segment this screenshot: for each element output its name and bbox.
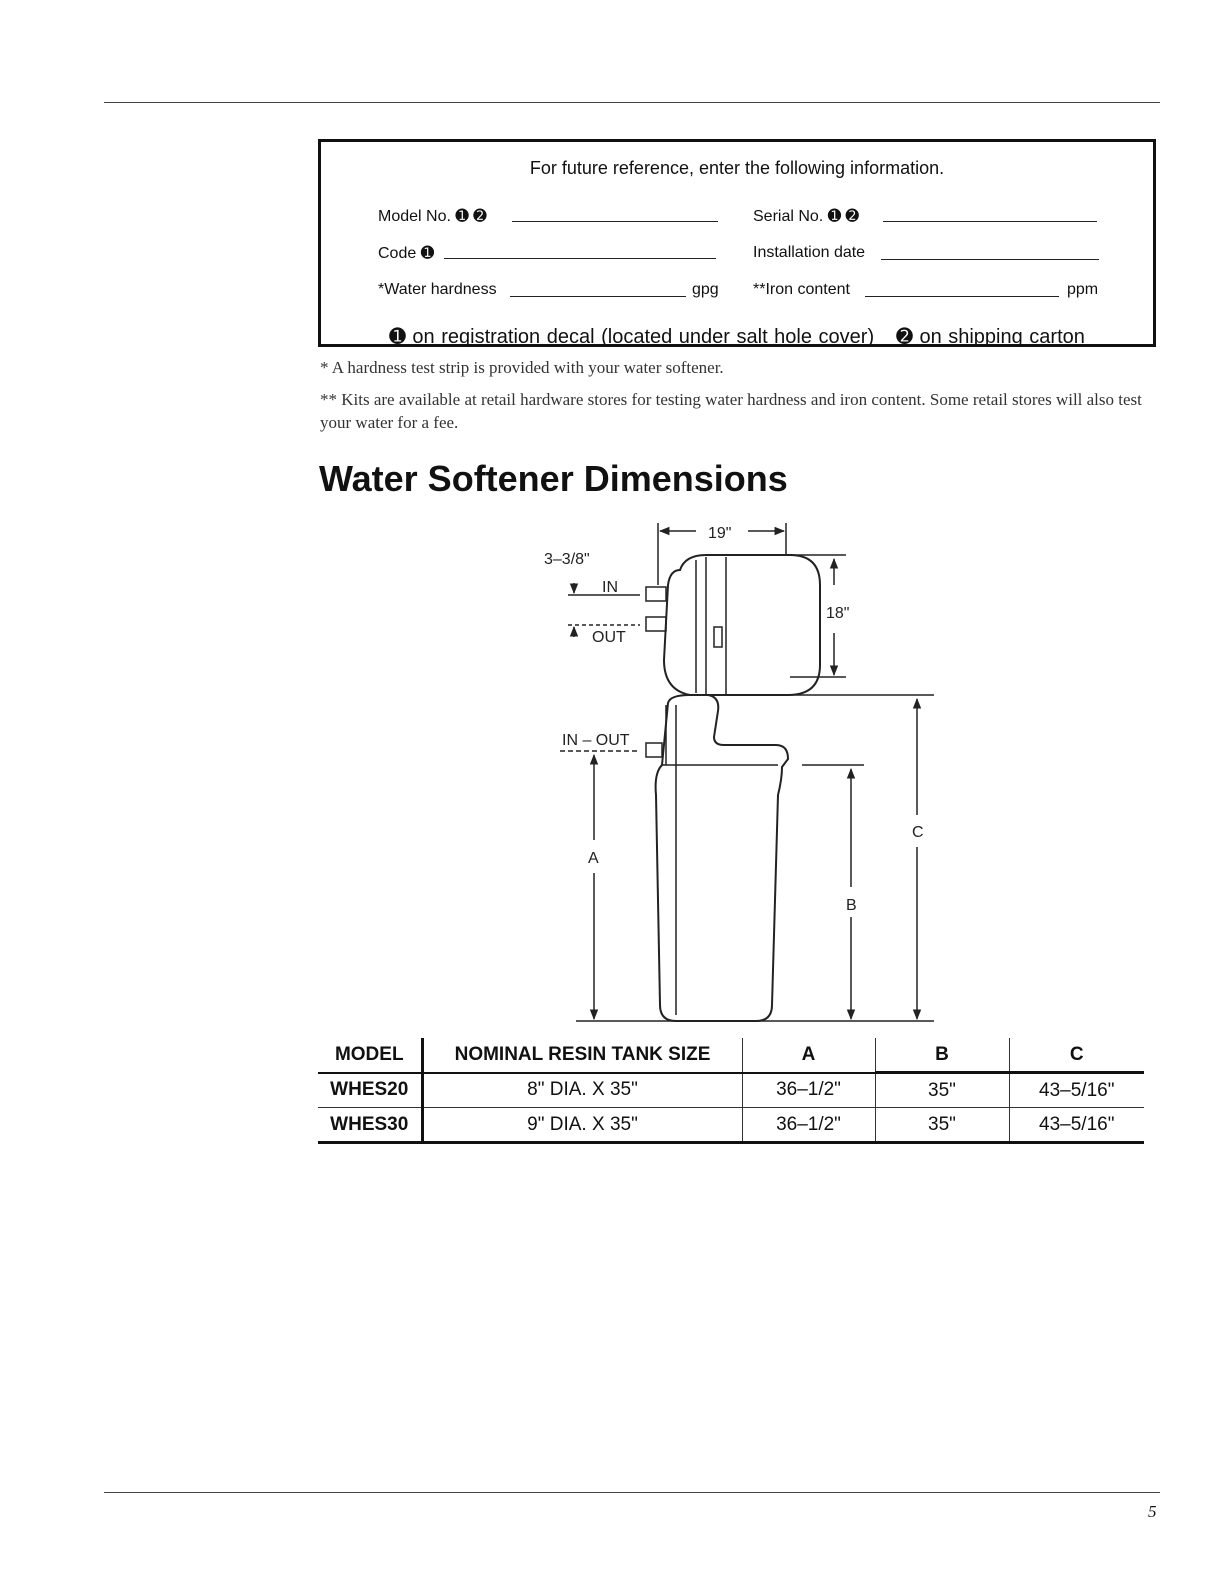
code-field <box>378 243 434 263</box>
iron-content-unit: ppm <box>1067 281 1099 298</box>
top-view-latch <box>714 627 722 647</box>
table-row <box>318 1073 1144 1108</box>
model-number-field <box>378 206 487 226</box>
reference-info-box <box>318 139 1156 347</box>
top-view-outline <box>664 555 820 695</box>
cell-tank-size: 9" DIA. X 35" <box>422 1108 742 1143</box>
water-hardness-field <box>378 281 719 299</box>
in-out-port <box>646 743 662 757</box>
iron-content-label: **Iron content <box>753 281 850 298</box>
water-hardness-label: *Water hardness <box>378 281 497 298</box>
cell-c: 43–5/16" <box>1009 1073 1144 1108</box>
water-hardness-unit: gpg <box>692 281 719 298</box>
section-title: Water Softener Dimensions <box>319 458 788 499</box>
installation-date-field <box>753 244 865 262</box>
top-rule <box>104 102 1160 103</box>
header-b: B <box>875 1038 1009 1073</box>
installation-date-label: Installation date <box>753 244 866 261</box>
iron-content-field <box>753 281 1099 299</box>
table-header-row <box>318 1038 1144 1073</box>
in-label: IN <box>602 579 618 596</box>
cell-tank-size: 8" DIA. X 35" <box>422 1073 742 1108</box>
width-label: 19" <box>708 525 732 542</box>
cell-a: 36–1/2" <box>742 1108 875 1143</box>
header-a: A <box>742 1038 875 1073</box>
table-row <box>318 1108 1144 1143</box>
water-hardness-blank <box>510 296 686 297</box>
top-view-drawing <box>568 523 846 695</box>
code-blank <box>444 258 716 259</box>
offset-label: 3–3/8" <box>544 551 590 568</box>
out-port <box>646 617 666 631</box>
header-c: C <box>1009 1038 1144 1073</box>
cell-a: 36–1/2" <box>742 1073 875 1108</box>
depth-label: 18" <box>826 605 850 622</box>
installation-date-blank <box>881 259 1099 260</box>
reference-footnotes <box>321 324 1153 349</box>
header-tank-size: NOMINAL RESIN TANK SIZE <box>422 1038 742 1073</box>
iron-content-blank <box>865 296 1059 297</box>
in-out-label: IN – OUT <box>562 732 630 749</box>
hardness-strip-note: * A hardness test strip is provided with your water softener. <box>320 358 724 377</box>
test-kits-note: ** Kits are available at retail hardware stores for testing water hardness and iron content. Some retail stores will also test your water for a fee. <box>320 390 1142 432</box>
reference-heading: For future reference, enter the following information. <box>529 158 945 178</box>
cell-b: 35" <box>875 1073 1009 1108</box>
page-number: 5 <box>1148 1502 1157 1521</box>
dimension-diagram <box>520 515 950 1030</box>
a-label: A <box>588 850 599 867</box>
serial-number-field <box>753 206 859 226</box>
serial-number-blank <box>883 221 1097 222</box>
bottom-rule <box>104 1492 1160 1493</box>
model-number-blank <box>512 221 718 222</box>
dimensions-table <box>318 1038 1144 1144</box>
cell-model: WHES30 <box>318 1108 422 1143</box>
code-label: Code ➊ <box>378 245 435 262</box>
serial-number-label: Serial No. ➊ ➋ <box>753 208 859 225</box>
registration-decal-note: ➊ on registration decal (located under salt hole cover) <box>389 326 875 348</box>
model-number-label: Model No. ➊ ➋ <box>378 208 487 225</box>
cell-b: 35" <box>875 1108 1009 1143</box>
c-label: C <box>912 824 924 841</box>
header-model: MODEL <box>318 1038 422 1073</box>
cell-model: WHES20 <box>318 1073 422 1108</box>
out-label: OUT <box>592 629 626 646</box>
shipping-carton-note: ➋ on shipping carton <box>896 326 1085 348</box>
in-port <box>646 587 666 601</box>
cell-c: 43–5/16" <box>1009 1108 1144 1143</box>
b-label: B <box>846 897 857 914</box>
